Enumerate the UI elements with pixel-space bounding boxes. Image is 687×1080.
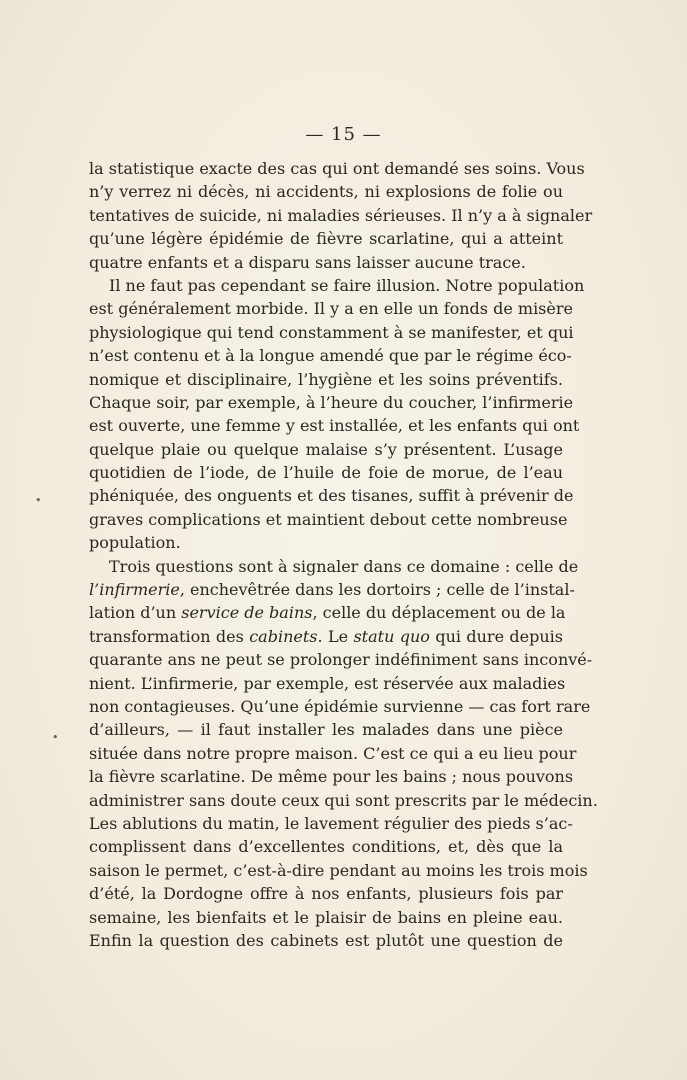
text-segment: située dans notre propre maison. C’est ce qui a eu lieu pour <box>89 743 577 763</box>
text-line <box>89 648 593 671</box>
italic-text: service de bains <box>181 603 313 623</box>
text-line <box>89 765 574 788</box>
text-line <box>89 414 580 437</box>
text-segment: population. <box>89 533 181 553</box>
text-segment: saison le permet, c’est-à-dire pendant au moins les trois mois <box>89 860 588 880</box>
text-line <box>89 321 574 344</box>
body-text <box>89 157 598 952</box>
text-segment: nomique et disciplinaire, l’hygiène et les soins préventifs. <box>89 369 563 389</box>
text-segment: est généralement morbide. Il y a en elle un fonds de misère <box>89 299 573 319</box>
text-line <box>89 531 563 554</box>
text-segment: est ouverte, une femme y est installée, et les enfants qui ont <box>89 416 580 436</box>
text-line <box>89 508 568 531</box>
text-segment: , enchevêtrée dans les dortoirs ; celle de l’instal- <box>179 580 575 600</box>
text-segment: Les ablutions du matin, le lavement régulier des pieds s’ac- <box>89 813 573 833</box>
text-segment: complissent dans d’excellentes conditions, et, dès que la <box>89 837 563 857</box>
text-segment: Enfin la question des cabinets est plutôt une question de <box>89 930 563 950</box>
text-segment: quelque plaie ou quelque malaise s’y présentent. L’usage <box>89 439 563 459</box>
text-segment: lation d’un <box>89 603 182 623</box>
text-segment: la statistique exacte des cas qui ont demandé ses soins. Vous <box>89 159 585 178</box>
text-line <box>89 274 585 297</box>
page-number: — 15 — <box>305 124 382 145</box>
text-segment: quotidien de l’iode, de l’huile de foie de morue, de l’eau <box>89 463 563 483</box>
text-line <box>89 227 563 250</box>
text-segment: Chaque soir, par exemple, à l’heure du coucher, l’infirmerie <box>89 392 574 412</box>
text-line <box>89 695 591 718</box>
text-segment: nient. L’infirmerie, par exemple, est réservée aux maladies <box>89 673 566 693</box>
text-line <box>89 297 573 320</box>
text-segment: . Le <box>317 626 354 646</box>
text-line <box>89 438 563 461</box>
text-line <box>89 484 574 507</box>
text-line <box>89 344 572 367</box>
text-line <box>89 157 585 180</box>
text-segment: n’est contenu et à la longue amendé que par le régime éco- <box>89 346 572 366</box>
text-segment: la fièvre scarlatine. De même pour les bains ; nous pouvons <box>89 767 574 787</box>
text-line <box>89 578 575 601</box>
margin-mark: • <box>35 494 42 507</box>
text-segment: tentatives de suicide, ni maladies sérieuses. Il n’y a à signaler <box>89 205 593 225</box>
text-segment: qui dure depuis <box>429 626 563 646</box>
margin-mark: • <box>52 731 59 744</box>
text-line <box>89 625 563 648</box>
text-line <box>89 555 579 578</box>
text-line <box>89 180 563 203</box>
text-segment: , celle du déplacement ou de la <box>312 603 566 623</box>
text-line <box>89 859 588 882</box>
text-segment: quarante ans ne peut se prolonger indéfiniment sans inconvé- <box>89 650 593 670</box>
text-line <box>89 929 563 952</box>
text-segment: qu’une légère épidémie de fièvre scarlatine, qui a atteint <box>89 229 563 249</box>
text-line <box>89 812 573 835</box>
text-line <box>89 742 577 765</box>
text-line <box>89 789 598 812</box>
text-segment: d’été, la Dordogne offre à nos enfants, plusieurs fois par <box>89 884 563 904</box>
italic-text: statu quo <box>353 626 430 646</box>
text-line <box>89 718 563 741</box>
text-line <box>89 672 566 695</box>
text-line <box>89 204 593 227</box>
text-line <box>89 882 563 905</box>
text-line <box>89 906 563 929</box>
italic-text: l’infirmerie <box>89 580 180 600</box>
text-segment: d’ailleurs, — il faut installer les malades dans une pièce <box>89 720 563 740</box>
text-segment: transformation des <box>89 626 250 646</box>
text-segment: semaine, les bienfaits et le plaisir de bains en pleine eau. <box>89 907 563 927</box>
text-segment: physiologique qui tend constamment à se manifester, et qui <box>89 322 574 342</box>
text-line <box>89 391 574 414</box>
text-line <box>89 368 563 391</box>
text-segment: administrer sans doute ceux qui sont prescrits par le médecin. <box>89 790 598 810</box>
text-segment: quatre enfants et a disparu sans laisser aucune trace. <box>89 252 526 272</box>
text-line <box>89 461 563 484</box>
text-line <box>89 601 566 624</box>
text-segment: n’y verrez ni décès, ni accidents, ni explosions de folie ou <box>89 182 563 202</box>
text-segment: phéniquée, des onguents et des tisanes, suffit à prévenir de <box>89 486 574 506</box>
text-line <box>89 251 563 274</box>
text-segment: non contagieuses. Qu’une épidémie survienne — cas fort rare <box>89 696 591 716</box>
text-segment: graves complications et maintient debout cette nombreuse <box>89 509 568 529</box>
text-segment: Il ne faut pas cependant se faire illusion. Notre population <box>109 275 585 295</box>
italic-text: cabinets <box>249 626 318 646</box>
text-line <box>89 835 563 858</box>
text-segment: Trois questions sont à signaler dans ce domaine : celle de <box>109 556 579 576</box>
